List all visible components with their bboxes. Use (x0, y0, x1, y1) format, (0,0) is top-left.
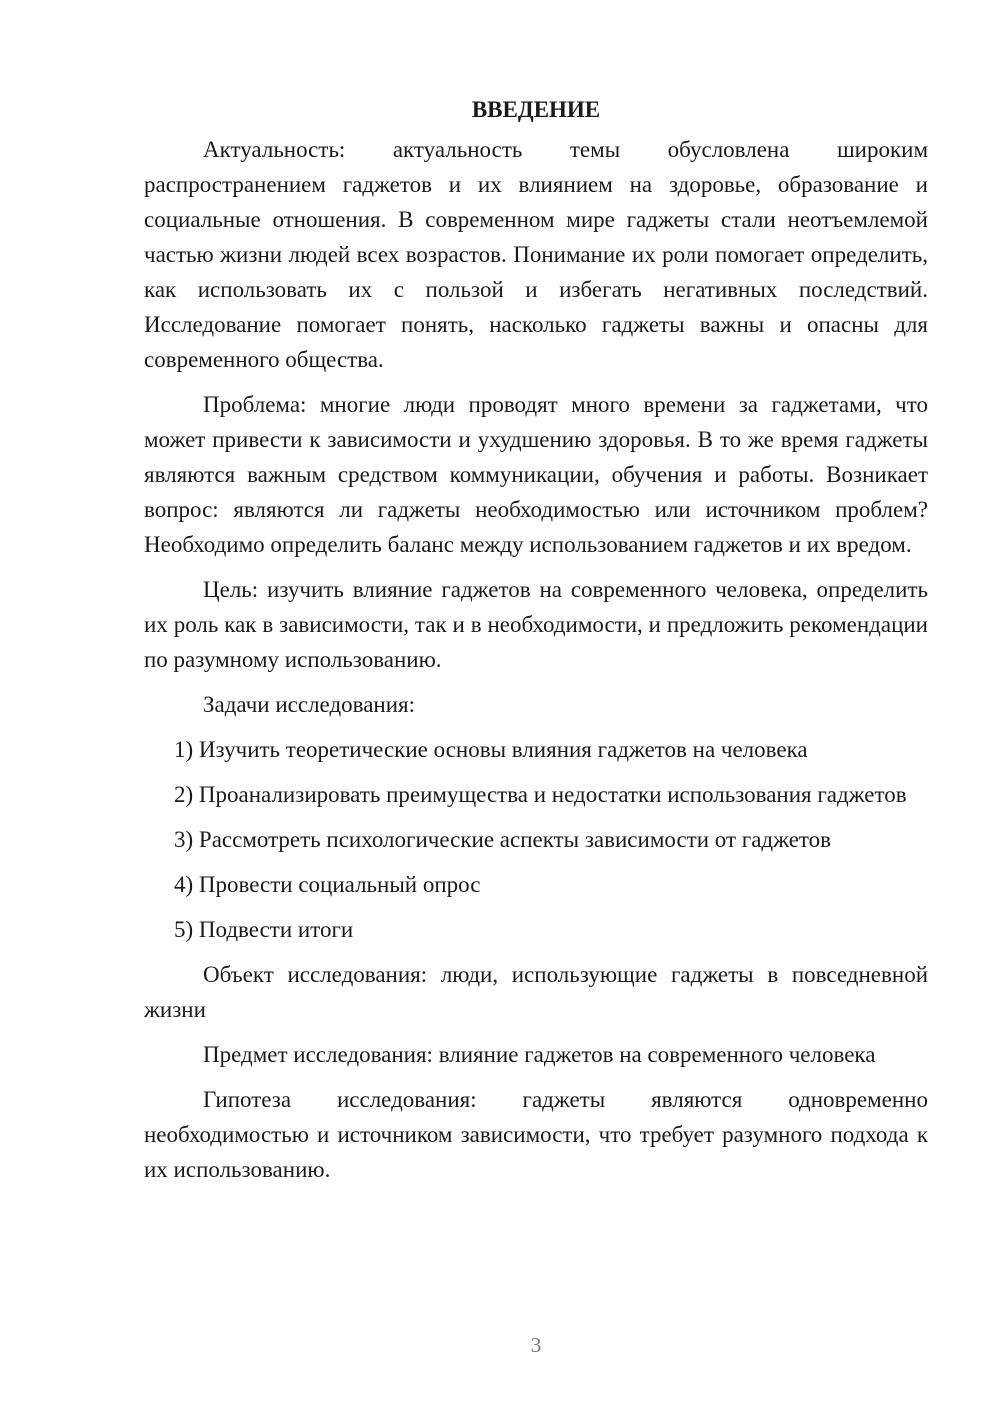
task-item: 5) Подвести итоги (174, 917, 354, 942)
task-item: 2) Проанализировать преимущества и недостатки использования гаджетов (174, 782, 907, 807)
object-paragraph: Объект исследования: люди, использующие гаджеты в повседневной жизни (144, 962, 928, 1022)
page-number: 3 (530, 1333, 542, 1357)
subject-paragraph: Предмет исследования: влияние гаджетов на современного человека (203, 1042, 876, 1067)
relevance-paragraph: Актуальность: актуальность темы обусловлена широким распространением гаджетов и их влиянием на здоровье, образование и социальные отношения. В современном мире гаджеты стали неотъемлемой частью жизни людей всех возрастов. Понимание их роли помогает определить, как использовать их с пользой и избегать негативных последствий. Исследование помогает понять, насколько гаджеты важны и опасны для современного общества. (144, 137, 928, 372)
goal-paragraph: Цель: изучить влияние гаджетов на современного человека, определить их роль как в зависимости, так и в необходимости, и предложить рекомендации по разумному использованию. (144, 577, 928, 672)
hypothesis-paragraph: Гипотеза исследования: гаджеты являются одновременно необходимостью и источником зависимости, что требует разумного подхода к их использованию. (144, 1087, 928, 1182)
document-page (144, 92, 928, 1197)
tasks-title: Задачи исследования: (203, 692, 416, 717)
task-item: 1) Изучить теоретические основы влияния гаджетов на человека (174, 737, 808, 762)
page-title: ВВЕДЕНИЕ (471, 97, 601, 122)
problem-paragraph: Проблема: многие люди проводят много времени за гаджетами, что может привести к зависимости и ухудшению здоровья. В то же время гаджеты являются важным средством коммуникации, обучения и работы. Возникает вопрос: являются ли гаджеты необходимостью или источником проблем? Необходимо определить баланс между использованием гаджетов и их вредом. (144, 392, 928, 557)
task-item: 4) Провести социальный опрос (174, 872, 481, 897)
task-item: 3) Рассмотреть психологические аспекты зависимости от гаджетов (174, 827, 832, 852)
